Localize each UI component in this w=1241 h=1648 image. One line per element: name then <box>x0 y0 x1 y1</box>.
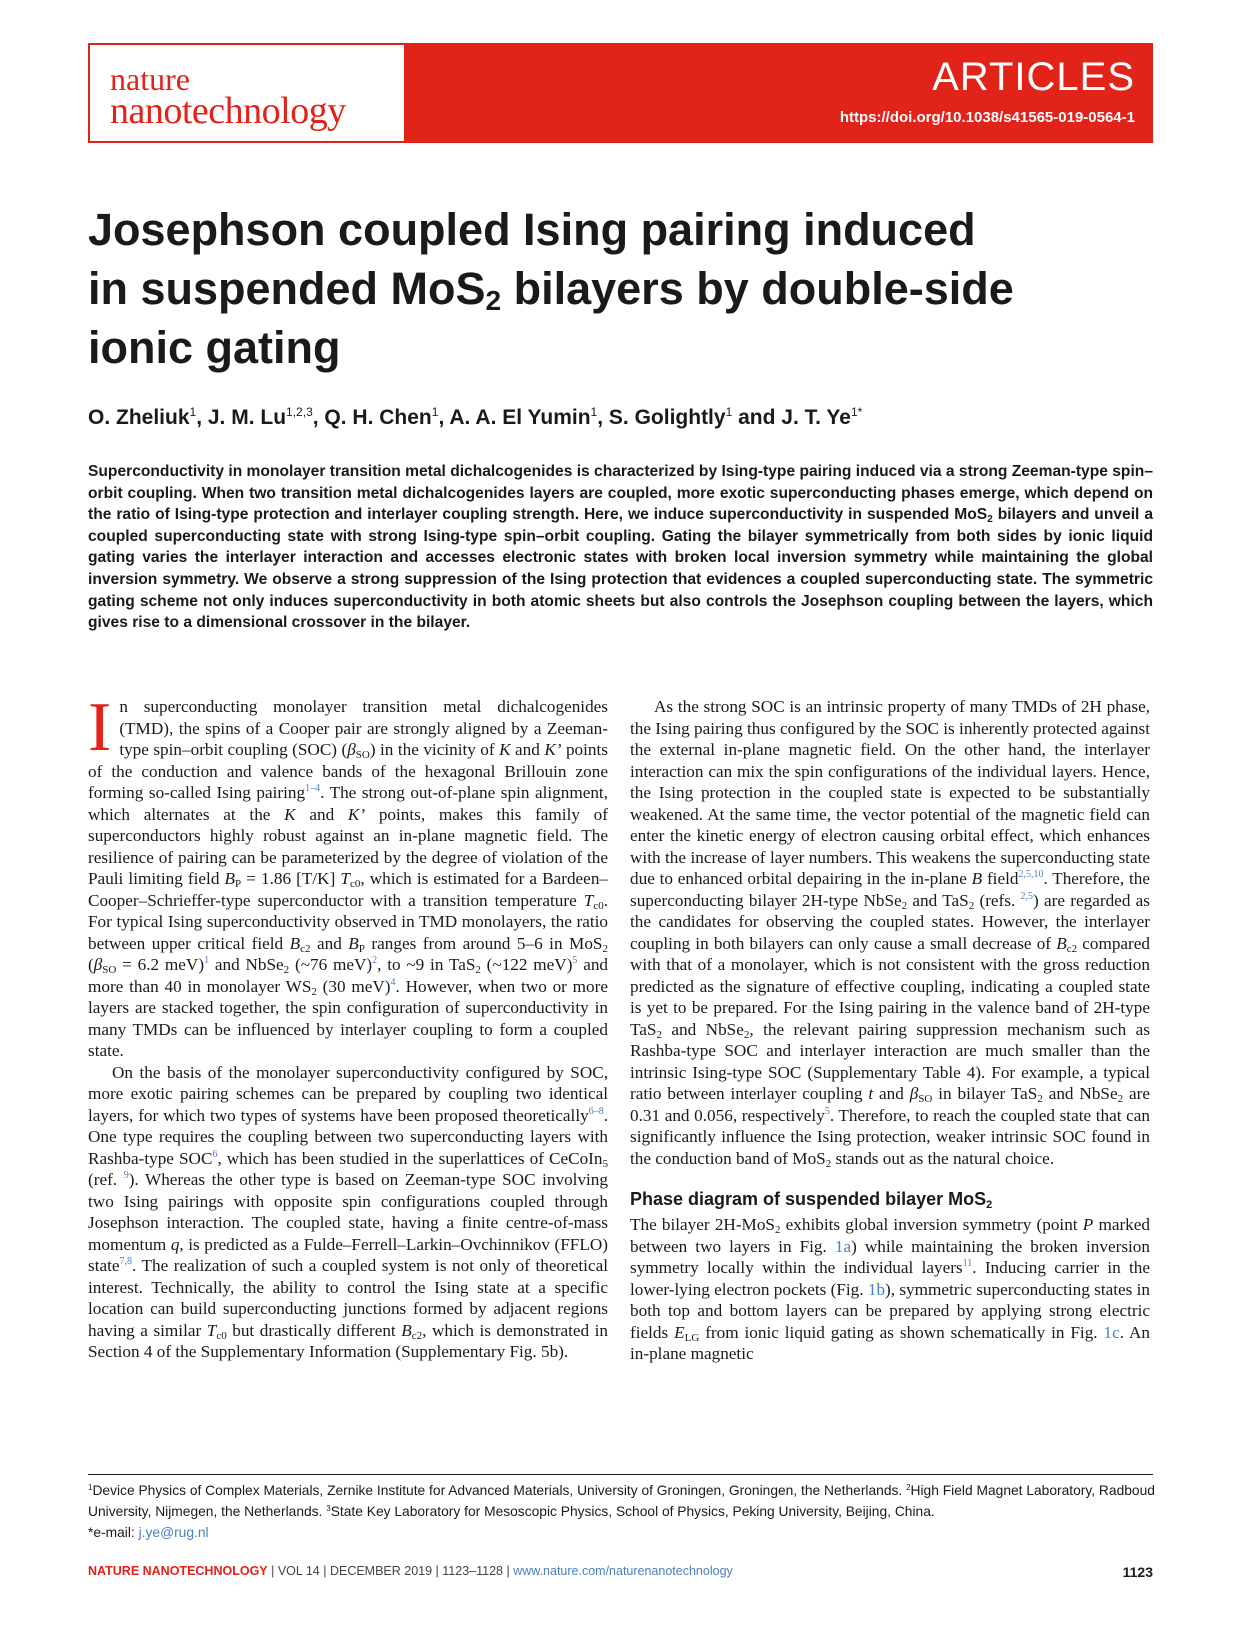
citation-link[interactable]: 6 <box>212 1148 218 1160</box>
figure-link[interactable]: 1c <box>1103 1322 1120 1342</box>
figure-link[interactable]: 1a <box>834 1236 852 1256</box>
journal-banner <box>88 43 1153 143</box>
footer-journal: NATURE NANOTECHNOLOGY <box>88 1564 268 1578</box>
abstract: Superconductivity in monolayer transition metal dichalcogenides is characterized by Ising-type pairing induced via a strong Zeeman-type spin–orbit coupling. When two transition metal dichalcogenides layers are coupled, more exotic superconducting phases emerge, which depend on the ratio of Ising-type protection and interlayer coupling strength. Here, we induce superconductivity in suspended MoS$_2$ bilayers and unveil a coupled superconducting state with strong Ising-type spin–orbit coupling. Gating the bilayer symmetrically from both sides by ionic liquid gating varies the interlayer interaction and accesses electronic states with broken local inversion symmetry while maintaining the global inversion symmetry. We observe a strong suppression of the Ising protection that evidences a coupled superconducting state. The symmetric gating scheme not only induces superconductivity in both atomic sheets but also controls the Josephson coupling between the layers, which gives rise to a dimensional crossover in the bilayer. <box>88 463 1153 632</box>
citation-link[interactable]: 6–8 <box>588 1105 604 1117</box>
author[interactable]: J. M. Lu$^{1,2,3}$ <box>207 405 313 429</box>
email-link[interactable]: j.ye@rug.nl <box>138 1525 209 1540</box>
paragraph: In superconducting monolayer transition metal dichalcogenides (TMD), the spins of a Cooper pair are strongly aligned by a Zeeman-type spin–orbit coupling (SOC) $(\beta_{SO})$ in the vicinity of K and K’ points of the conduction and valence bands of the hexagonal Brillouin zone forming so-called Ising pairing$^{1-4}$. The strong out-of-plane spin alignment, which alternates at the K and K’ points, makes this family of superconductors highly robust against an in-plane magnetic field. The resilience of pairing can be parameterized by the degree of violation of the Pauli limiting field $B_P = 1.86$ [T/K] $T_{c0}$, which is estimated for a Bardeen–Cooper–Schrieffer-type superconductor with a transition temperature $T_{c0}$. For typical Ising superconductivity observed in TMD monolayers, the ratio between upper critical field $B_{c2}$ and $B_P$ ranges from around 5–6 in MoS$_2$ ($\beta_{SO} = 6.2$ meV)$^1$ and NbSe$_2$ (~76 meV)$^2$, to ~9 in TaS$_2$ (~122 meV)$^5$ and more than 40 in monolayer $WS_2$ (30 meV)$^4$. However, when two or more layers are stacked together, the spin configuration of superconductivity in many TMDs can be influenced by interlayer coupling to form a coupled state. <box>88 689 609 1060</box>
citation-link[interactable]: 4 <box>390 976 396 988</box>
section-label: ARTICLES <box>932 55 1135 99</box>
citation-link[interactable]: 11 <box>962 1258 973 1269</box>
article-title: Josephson coupled Ising pairing induced in suspended MoS$_2$ bilayers by double-side ionic gating <box>88 204 1014 373</box>
doi-link[interactable]: https://doi.org/10.1038/s41565-019-0564-1 <box>839 109 1135 126</box>
citation-link[interactable]: 1 <box>204 955 210 966</box>
body-column-right <box>630 696 1150 1365</box>
citation-link[interactable]: 5 <box>824 1105 830 1117</box>
author[interactable]: S. Golightly$^1$ <box>608 405 733 429</box>
author[interactable]: O. Zheliuk$^1$ <box>88 405 197 429</box>
citation-link[interactable]: 2,5,10 <box>1018 869 1044 880</box>
section-box <box>406 43 1153 143</box>
citation-link[interactable]: 2 <box>372 955 378 966</box>
paragraph: As the strong SOC is an intrinsic property of many TMDs of 2H phase, the Ising pairing thus configured by the SOC is inherently protected against the external in-plane magnetic field. On the other hand, the interlayer interaction can mix the spin configurations of the individual layers. Hence, the Ising protection in the coupled state is expected to be substantially weakened. At the same time, the vector potential of the magnetic field can enter the kinetic energy of electron causing orbital effect, which enhances with the increase of layer numbers. This weakens the superconducting state due to enhanced orbital depairing in the in-plane B field$^{2,5,10}$. Therefore, the superconducting bilayer 2H-type NbSe$_2$ and TaS$_2$ (refs. $^{2,5}$) are regarded as the candidates for observing the coupled states. However, the interlayer coupling in both bilayers can only cause a small decrease of $B_{c2}$ compared with that of a monolayer, which is not consistent with the gross reduction predicted as the signature of effective coupling, indicating a coupled state is yet to be prepared. For the Ising pairing in the valence band of 2H-type TaS$_2$ and NbSe$_2$, the relevant pairing suppression mechanism such as Rashba-type SOC and interlayer interaction are much smaller than the intrinsic Ising-type SOC (Supplementary Table 4). For example, a typical ratio between interlayer coupling t and $\beta_{SO}$ in bilayer TaS$_2$ and NbSe$_2$ are 0.31 and 0.056, respectively$^5$. Therefore, to reach the coupled state that can significantly influence the Ising protection, weaker intrinsic SOC found in the conduction band of MoS$_2$ stands out as the natural choice. <box>630 697 1151 1170</box>
page-footer: NATURE NANOTECHNOLOGY | VOL 14 | DECEMBER 2019 | 1123–1128 | www.nature.com/naturenanotechnology <box>88 1564 733 1578</box>
section-heading: Phase diagram of suspended bilayer MoS$_2$ <box>630 1189 993 1211</box>
citation-link[interactable]: 7,8 <box>119 1256 132 1267</box>
figure-link[interactable]: 1b <box>867 1279 886 1299</box>
page-number: 1123 <box>1122 1564 1153 1580</box>
journal-logo <box>88 43 406 143</box>
citation-link[interactable]: 9 <box>123 1170 129 1181</box>
citation-link[interactable]: 1–4 <box>305 783 321 794</box>
citation-link[interactable]: 5 <box>572 955 578 966</box>
footnote-divider <box>88 1474 1153 1475</box>
author[interactable]: J. T. $Ye^{1*}$ <box>781 405 863 429</box>
paragraph: On the basis of the monolayer superconductivity configured by SOC, more exotic pairing schemes can be prepared by coupling two identical layers, for which two types of systems have been proposed theoretically$^{6-8}$. One type requires the coupling between two superconducting layers with Rashba-type SOC$^6$, which has been studied in the superlattices of CeCoIn$_5$ (ref. $^9$). Whereas the other type is based on Zeeman-type SOC involving two Ising pairings with opposite spin configurations coupled through Josephson interaction. The coupled state, having a finite centre-of-mass momentum q, is predicted as a Fulde–Ferrell–Larkin–Ovchinnikov (FFLO) state$^{7,8}$. The realization of such a coupled system is not only of theoretical interest. Technically, the ability to control the Ising state at a specific location can build superconducting junctions formed by adjacent regions having a similar $T_{c0}$ but drastically different $B_{c2}$, which is demonstrated in Section 4 of the Supplementary Information (Supplementary Fig. 5b). <box>88 1062 608 1361</box>
author[interactable]: Q. H. Chen$^1$ <box>324 405 439 429</box>
author[interactable]: A. A. El Yumin$^1$ <box>449 405 598 429</box>
journal-website-link[interactable]: www.nature.com/naturenanotechnology <box>513 1564 733 1578</box>
logo-line-1: nature <box>110 61 190 97</box>
author-list: O. Zheliuk$^1$, J. M. Lu$^{1,2,3}$, Q. H. Chen$^1$, A. A. El Yumin$^1$, S. Golightly$^1$ and J. T. $Ye^{1*}$ <box>88 405 863 429</box>
logo-line-2: nanotechnology <box>110 90 346 132</box>
body-column-left <box>88 689 609 1363</box>
citation-link[interactable]: 2,5 <box>1020 890 1034 902</box>
affiliations: $^1$Device Physics of Complex Materials, Zernike Institute for Advanced Materials, University of Groningen, Groningen, the Netherlands. $^2$High Field Magnet Laboratory, Radboud University, Nijmegen, the Netherlands. $^3$State Key Laboratory for Mesoscopic Physics, School of Physics, Peking University, Beijing, China. *e-mail: j.ye@rug.nl <box>88 1483 1155 1540</box>
paragraph: The bilayer 2H-MoS$_2$ exhibits global inversion symmetry (point P marked between two layers in Fig. 1a) while maintaining the broken inversion symmetry locally within the individual layers$^{11}$. Inducing carrier in the lower-lying electron pockets (Fig. 1b), symmetric superconducting states in both top and bottom layers can be prepared by applying strong electric fields $E_{LG}$ from ionic liquid gating as shown schematically in Fig. 1c. An in-plane magnetic <box>630 1215 1150 1363</box>
drop-cap: I <box>88 689 112 766</box>
